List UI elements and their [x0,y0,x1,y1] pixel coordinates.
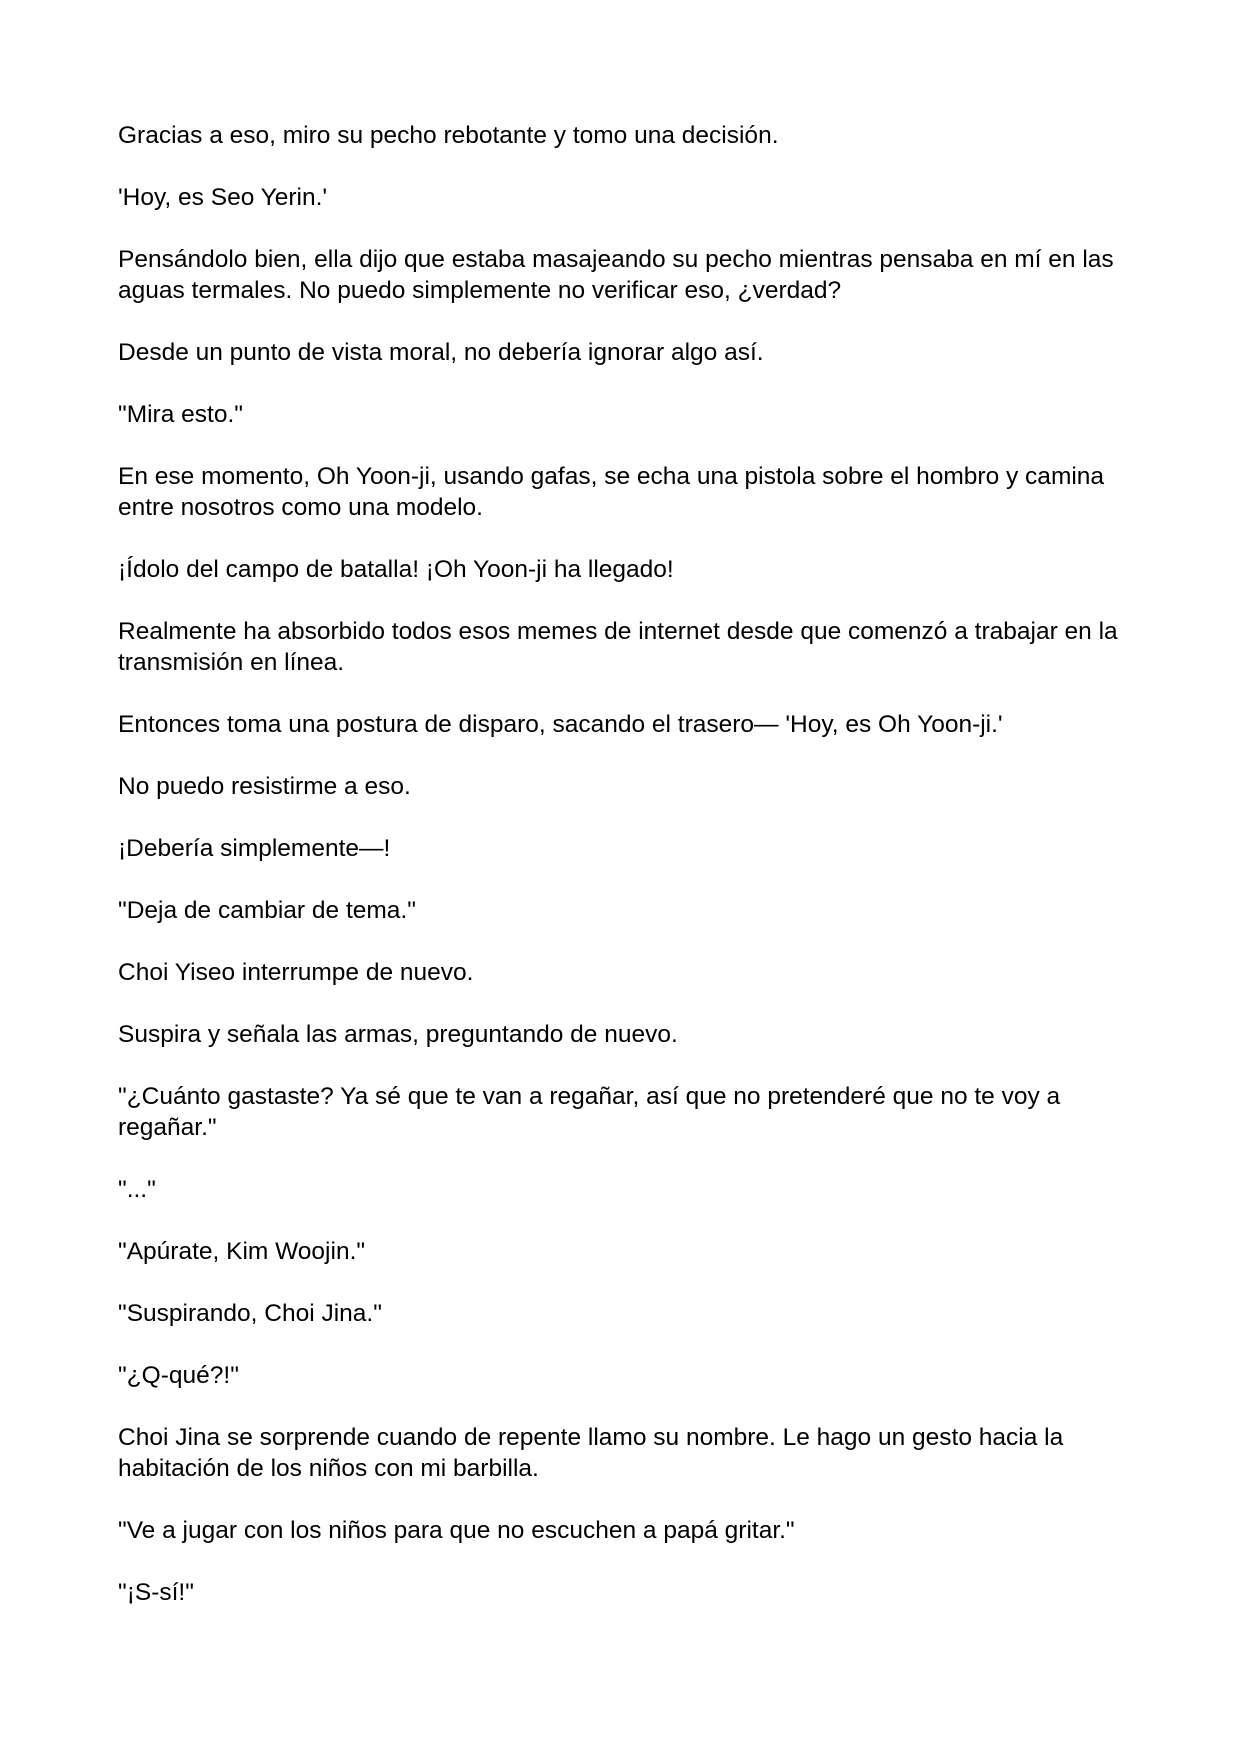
paragraph: ¡Ídolo del campo de batalla! ¡Oh Yoon-ji ha llegado! [118,556,674,583]
paragraph: "Ve a jugar con los niños para que no escuchen a papá gritar." [118,1517,795,1544]
paragraph: Suspira y señala las armas, preguntando de nuevo. [118,1021,678,1048]
paragraph: "Deja de cambiar de tema." [118,897,416,924]
paragraph: "Suspirando, Choi Jina." [118,1300,382,1327]
paragraph: "¿Cuánto gastaste? Ya sé que te van a regañar, así que no pretenderé que no te voy a regañar." [118,1083,1061,1141]
paragraph: "¿Q-qué?!" [118,1362,239,1389]
paragraph: ¡Debería simplemente—! [118,835,391,862]
paragraph: No puedo resistirme a eso. [118,773,411,800]
paragraph: "¡S-sí!" [118,1579,194,1606]
paragraph: Gracias a eso, miro su pecho rebotante y tomo una decisión. [118,122,779,149]
paragraph: Choi Jina se sorprende cuando de repente llamo su nombre. Le hago un gesto hacia la habitación de los niños con mi barbilla. [118,1424,1064,1482]
paragraph: Desde un punto de vista moral, no debería ignorar algo así. [118,339,764,366]
paragraph: En ese momento, Oh Yoon-ji, usando gafas, se echa una pistola sobre el hombro y camina entre nosotros como una modelo. [118,463,1105,521]
paragraph: 'Hoy, es Seo Yerin.' [118,184,328,211]
document-body [118,120,1128,1639]
paragraph: Entonces toma una postura de disparo, sacando el trasero— 'Hoy, es Oh Yoon-ji.' [118,711,1003,738]
paragraph: Realmente ha absorbido todos esos memes de internet desde que comenzó a trabajar en la transmisión en línea. [118,618,1118,676]
paragraph: Pensándolo bien, ella dijo que estaba masajeando su pecho mientras pensaba en mí en las aguas termales. No puedo simplemente no verificar eso, ¿verdad? [118,246,1114,304]
paragraph: "Apúrate, Kim Woojin." [118,1238,366,1265]
paragraph: "..." [118,1176,156,1203]
paragraph: Choi Yiseo interrumpe de nuevo. [118,959,474,986]
paragraph: "Mira esto." [118,401,243,428]
